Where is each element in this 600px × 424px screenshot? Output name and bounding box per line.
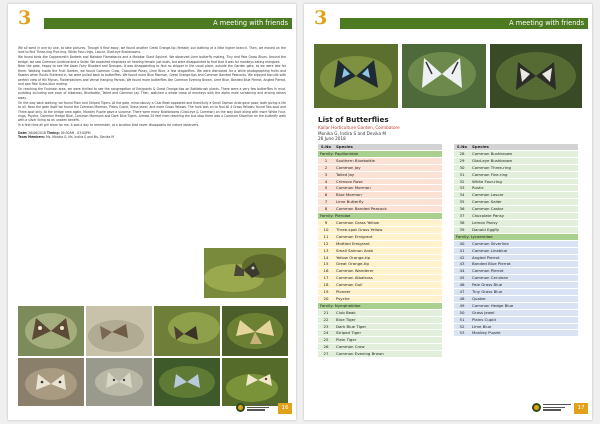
table-row bbox=[454, 275, 578, 282]
species-number: 26 bbox=[323, 344, 329, 350]
species-name: Three-spot Grass Yellow bbox=[336, 226, 383, 232]
species-name: Crimson Rose bbox=[336, 178, 363, 184]
butterfly-photo bbox=[154, 306, 220, 356]
species-number: 47 bbox=[459, 289, 465, 295]
table-row bbox=[318, 158, 442, 165]
table-row bbox=[318, 206, 442, 213]
species-number: 17 bbox=[323, 275, 329, 281]
table-row bbox=[454, 248, 578, 255]
family-row: Family: Nymphalidae bbox=[318, 303, 442, 310]
species-name: Lemon Pansy bbox=[472, 219, 498, 225]
logo-icon bbox=[236, 403, 245, 412]
table-row bbox=[318, 337, 442, 344]
species-number: 10 bbox=[323, 226, 329, 232]
species-name: Common Jay bbox=[336, 164, 361, 170]
species-name: Tailed Jay bbox=[336, 171, 355, 177]
species-number: 51 bbox=[459, 316, 465, 322]
species-name: Pale Grass Blue bbox=[472, 282, 503, 288]
trip-meta bbox=[18, 131, 286, 140]
species-name: Grass Jewel bbox=[472, 309, 495, 315]
species-number: 5 bbox=[324, 185, 328, 191]
table-row bbox=[454, 185, 578, 192]
species-number: 27 bbox=[323, 351, 329, 357]
table-row bbox=[318, 317, 442, 324]
table-row bbox=[454, 324, 578, 331]
observers: Monika G, Indira S and Devika M bbox=[318, 130, 386, 136]
species-name: Plain Tiger bbox=[336, 337, 357, 343]
species-number: 13 bbox=[323, 247, 329, 253]
species-name: Common Five-ring bbox=[472, 171, 508, 177]
article-body bbox=[18, 46, 286, 140]
species-number: 25 bbox=[323, 337, 329, 343]
table-row bbox=[318, 220, 442, 227]
species-number: 7 bbox=[324, 199, 328, 205]
species-name: Great Orange-tip bbox=[336, 261, 369, 267]
species-name: Common Crow bbox=[336, 344, 365, 350]
sno-header: S.No bbox=[456, 144, 468, 149]
table-row bbox=[454, 172, 578, 179]
table-row bbox=[318, 324, 442, 331]
species-name: Tiny Grass Blue bbox=[472, 289, 503, 295]
species-number: 36 bbox=[459, 206, 465, 212]
species-name: Common Lineblue bbox=[472, 247, 508, 253]
species-number: 18 bbox=[323, 282, 329, 288]
species-number: 2 bbox=[324, 164, 328, 170]
species-header: Species bbox=[472, 144, 489, 149]
timing-label: Timing: bbox=[46, 130, 60, 135]
table-row bbox=[318, 241, 442, 248]
species-number: 48 bbox=[459, 295, 465, 301]
publisher-logo bbox=[532, 402, 572, 414]
chapter-number: 3 bbox=[314, 7, 328, 29]
table-row bbox=[318, 289, 442, 296]
page-number: 17 bbox=[574, 403, 588, 414]
species-header: Species bbox=[336, 144, 353, 149]
table-row bbox=[318, 330, 442, 337]
paragraph: On reaching the Fountain area, we were thrilled to see the congregation of Emigrants & Great Orange-tips on Bottlebrush plants. There were a very few butterflies in mud-puddling including one each of Albatross, Bluebottle, Tailed and Common Jay. Then, watched a whole troop of monkeys with the alpha male screaming and driving others away. bbox=[18, 86, 286, 100]
butterfly-photo bbox=[314, 44, 398, 108]
page-number: 16 bbox=[278, 403, 292, 414]
family-row: Family: Pieridae bbox=[318, 213, 442, 220]
table-row bbox=[318, 282, 442, 289]
species-number: 45 bbox=[459, 275, 465, 281]
paragraph: In a first time all girl team for me, it was a day to remember, at a location that never disappoints for nature observers. bbox=[18, 123, 200, 128]
species-number: 32 bbox=[459, 178, 465, 184]
species-number: 50 bbox=[459, 309, 465, 315]
species-number: 53 bbox=[459, 330, 465, 336]
species-number: 14 bbox=[323, 254, 329, 260]
species-name: Small Salmon Arab bbox=[336, 247, 373, 253]
table-row bbox=[454, 303, 578, 310]
table-header bbox=[454, 144, 578, 151]
species-number: 22 bbox=[323, 316, 329, 322]
date-label: Date: bbox=[18, 130, 28, 135]
table-row bbox=[454, 296, 578, 303]
species-name: Common Sailer bbox=[472, 199, 502, 205]
timing-value: 09:30AM - 03:00PM bbox=[60, 130, 91, 135]
paragraph: On the way back walking, we found Plain and Striped Tigers. At the gate, miraculously a Club Beak appeared and thankfully a Small Salmon Arab gave pose, both giving a life to all. Near the gate itself we found the Common Mormon, Plains Cupid, Grass Jewel, and more Grass Yellows. The hunt was on to find all 4 Grass Yellows; found Two-spot and Three-spot only. At the bridge area again, Monkey Puzzle gave a surprise. There were many Bushbrowns (Glad-eye & Common) on the way back along with more White Four-rings, Psyche, Common Hedge Blue, Common Mormons and Dark Blue Tigers. Almost 20 feet from reaching the bus stop there was a Common Silverline on the butterfly walk with a silver lining as an unseen benefit. bbox=[18, 100, 286, 123]
species-name: Dark Blue Tiger bbox=[336, 323, 367, 329]
species-name: Common Gull bbox=[336, 282, 363, 288]
table-row bbox=[318, 268, 442, 275]
species-name: Lime Blue bbox=[472, 323, 492, 329]
species-number: 46 bbox=[459, 282, 465, 288]
species-number: 6 bbox=[324, 192, 328, 198]
species-name: Common Grass Yellow bbox=[336, 219, 380, 225]
butterfly-photo bbox=[490, 44, 582, 108]
butterfly-photo bbox=[86, 306, 152, 356]
species-name: Common Castor bbox=[472, 206, 504, 212]
table-row bbox=[318, 165, 442, 172]
species-name: Chocolate Pansy bbox=[472, 213, 505, 219]
species-name: Plains Cupid bbox=[472, 316, 496, 322]
species-number: 30 bbox=[459, 164, 465, 170]
species-number: 21 bbox=[323, 309, 329, 315]
table-row bbox=[454, 330, 578, 337]
species-number: 29 bbox=[459, 157, 465, 163]
species-name: Southern Bluebottle bbox=[336, 157, 375, 163]
table-row bbox=[454, 268, 578, 275]
paragraph: We found birds like Coppersmith Barbets and Malabar Flamebacks and a Malabar Giant Squirrel. We observed Lime butterfly mating, Tiny and Pale Grass Blues. Around the bridge, we saw Common Lineblue and a Sailer. We expected elephants on hearing female just buds, but were disappointed to find that it was for monkeys eating mangoes. bbox=[18, 55, 286, 64]
table-row bbox=[454, 255, 578, 262]
species-number: 15 bbox=[323, 261, 329, 267]
butterfly-photo bbox=[154, 358, 220, 406]
page-16 bbox=[8, 4, 296, 420]
table-row bbox=[318, 351, 442, 358]
table-row bbox=[454, 310, 578, 317]
species-name: Lime Butterfly bbox=[336, 199, 364, 205]
table-row bbox=[454, 213, 578, 220]
table-row bbox=[454, 282, 578, 289]
species-name: Blue Tiger bbox=[336, 316, 356, 322]
table-row bbox=[318, 310, 442, 317]
species-number: 3 bbox=[324, 171, 328, 177]
family-row: Family: Papilionidae bbox=[318, 151, 442, 158]
species-name: Common Banded Peacock bbox=[336, 206, 387, 212]
species-number: 28 bbox=[459, 150, 465, 156]
page-17 bbox=[304, 4, 592, 420]
venue: Kallar Horticulture Garden, Coimbatore bbox=[318, 125, 400, 130]
table-row bbox=[318, 261, 442, 268]
species-name: Common Albatross bbox=[336, 275, 373, 281]
table-row bbox=[454, 206, 578, 213]
sno-header: S.No bbox=[320, 144, 332, 149]
species-number: 31 bbox=[459, 171, 465, 177]
publisher-logo bbox=[236, 402, 276, 414]
list-title: List of Butterflies bbox=[318, 115, 389, 124]
species-name: Common Evening Brown bbox=[336, 351, 384, 357]
species-number: 23 bbox=[323, 323, 329, 329]
table-row bbox=[454, 199, 578, 206]
table-row bbox=[454, 165, 578, 172]
species-name: Striped Tiger bbox=[336, 330, 362, 336]
table-row bbox=[454, 241, 578, 248]
chapter-title-bar: A meeting with friends bbox=[44, 18, 292, 29]
table-row bbox=[454, 227, 578, 234]
species-name: Banded Blue Pierrot bbox=[472, 261, 511, 267]
species-number: 35 bbox=[459, 199, 465, 205]
table-row bbox=[454, 220, 578, 227]
butterfly-photo bbox=[402, 44, 486, 108]
species-name: Common Bushbrown bbox=[472, 150, 513, 156]
chapter-number: 3 bbox=[18, 7, 32, 29]
species-number: 39 bbox=[459, 226, 465, 232]
list-date: 26 June 2018 bbox=[318, 136, 346, 141]
species-name: Angled Pierrot bbox=[472, 254, 500, 260]
species-number: 37 bbox=[459, 213, 465, 219]
species-name: Common Wanderer bbox=[336, 268, 374, 274]
species-number: 4 bbox=[324, 178, 328, 184]
paragraph: We all went in one by one, to take pictures. Though it flew away, we found another Great Orange-tip (female) sun bathing at a little higher branch. Then, we moved on the lane to find Three-ring Five-ring, White Four-rings, Lascar, Glad-eye Bushbrowns. bbox=[18, 46, 286, 55]
paragraph: Near the gate, happy to see the Asian Fairy Bluebird and Drongos. It was disappointing to find no skipper in the usual place, outside the Garden gate, as we were late for them. Walking inside the Fruit Garden, we found Common Crow, Chocolate Pansy, Lime Blue, a few dragonflies. We were distracted for a while photographing fruits and flowers when Rustic fluttered in, we were pulled back to butterflies. We found more Blue Mormon, Great Orange-tips and Common Banded Peacocks. We enjoyed biscuits with perfect view of Hill Mynas, Flowerpeckers and Vernal Hanging Parrots. We found more butterflies like Common Evening Brown, Lime Blue, Banded Blue Pierrot, Angled Pierrot, and saw Pale Grass blue mating. bbox=[18, 64, 286, 87]
table-row bbox=[318, 199, 442, 206]
species-number: 8 bbox=[324, 206, 328, 212]
team-label: Team Members: bbox=[18, 135, 46, 140]
species-number: 20 bbox=[323, 295, 329, 301]
butterfly-photo bbox=[18, 358, 84, 406]
species-number: 38 bbox=[459, 219, 465, 225]
species-name: Common Pierrot bbox=[472, 268, 504, 274]
butterfly-photo bbox=[222, 358, 288, 406]
species-number: 16 bbox=[323, 268, 329, 274]
table-row bbox=[318, 344, 442, 351]
species-name: Club Beak bbox=[336, 309, 356, 315]
butterfly-photo bbox=[86, 358, 152, 406]
chapter-title-bar: A meeting with friends bbox=[340, 18, 588, 29]
species-name: Pioneer bbox=[336, 289, 351, 295]
table-row bbox=[318, 179, 442, 186]
species-number: 24 bbox=[323, 330, 329, 336]
table-row bbox=[318, 248, 442, 255]
species-number: 44 bbox=[459, 268, 465, 274]
species-number: 52 bbox=[459, 323, 465, 329]
table-row bbox=[454, 179, 578, 186]
species-number: 49 bbox=[459, 302, 465, 308]
species-name: Common Silverline bbox=[472, 240, 509, 246]
species-name: Common Lascar bbox=[472, 192, 504, 198]
species-name: Common Mormon bbox=[336, 185, 371, 191]
table-header bbox=[318, 144, 442, 151]
species-number: 9 bbox=[324, 219, 328, 225]
butterfly-photo bbox=[18, 306, 84, 356]
species-name: Common Emigrant bbox=[336, 233, 373, 239]
species-number: 40 bbox=[459, 240, 465, 246]
table-row bbox=[454, 158, 578, 165]
species-name: Monkey Puzzle bbox=[472, 330, 501, 336]
species-number: 19 bbox=[323, 289, 329, 295]
species-number: 41 bbox=[459, 247, 465, 253]
species-number: 11 bbox=[323, 233, 329, 239]
table-row bbox=[318, 227, 442, 234]
species-number: 33 bbox=[459, 185, 465, 191]
table-row bbox=[454, 317, 578, 324]
species-number: 43 bbox=[459, 261, 465, 267]
table-row bbox=[318, 192, 442, 199]
species-name: Quaker bbox=[472, 295, 487, 301]
table-row bbox=[318, 255, 442, 262]
species-number: 34 bbox=[459, 192, 465, 198]
species-name: Psyche bbox=[336, 295, 350, 301]
species-name: White Four-ring bbox=[472, 178, 502, 184]
species-name: Mottled Emigrant bbox=[336, 240, 370, 246]
species-name: Common Cerulean bbox=[472, 275, 509, 281]
butterfly-photo bbox=[222, 306, 288, 356]
species-number: 1 bbox=[324, 157, 328, 163]
table-row bbox=[318, 275, 442, 282]
table-row bbox=[454, 261, 578, 268]
species-number: 42 bbox=[459, 254, 465, 260]
species-name: Yellow Orange-tip bbox=[336, 254, 371, 260]
logo-icon bbox=[532, 403, 541, 412]
table-row bbox=[318, 185, 442, 192]
species-name: Glad-eye Bushbrown bbox=[472, 157, 513, 163]
species-table-right bbox=[454, 144, 578, 337]
species-name: Common Hedge Blue bbox=[472, 302, 514, 308]
table-row bbox=[454, 289, 578, 296]
species-name: Rustic bbox=[472, 185, 484, 191]
table-row bbox=[454, 192, 578, 199]
table-row bbox=[454, 151, 578, 158]
team-value: Ms. Monika G, Ms. Indira S and Ms. Devika M bbox=[46, 135, 114, 140]
species-number: 12 bbox=[323, 240, 329, 246]
table-row bbox=[318, 234, 442, 241]
table-row bbox=[318, 296, 442, 303]
family-row: Family: Lycaenidae bbox=[454, 234, 578, 241]
species-name: Danaid Eggfly bbox=[472, 226, 500, 232]
butterfly-photo bbox=[204, 248, 286, 298]
species-name: Blue Mormon bbox=[336, 192, 362, 198]
species-name: Common Three-ring bbox=[472, 164, 511, 170]
table-row bbox=[318, 172, 442, 179]
species-table-left bbox=[318, 144, 442, 358]
date-value: 26/06/2018 bbox=[28, 130, 46, 135]
